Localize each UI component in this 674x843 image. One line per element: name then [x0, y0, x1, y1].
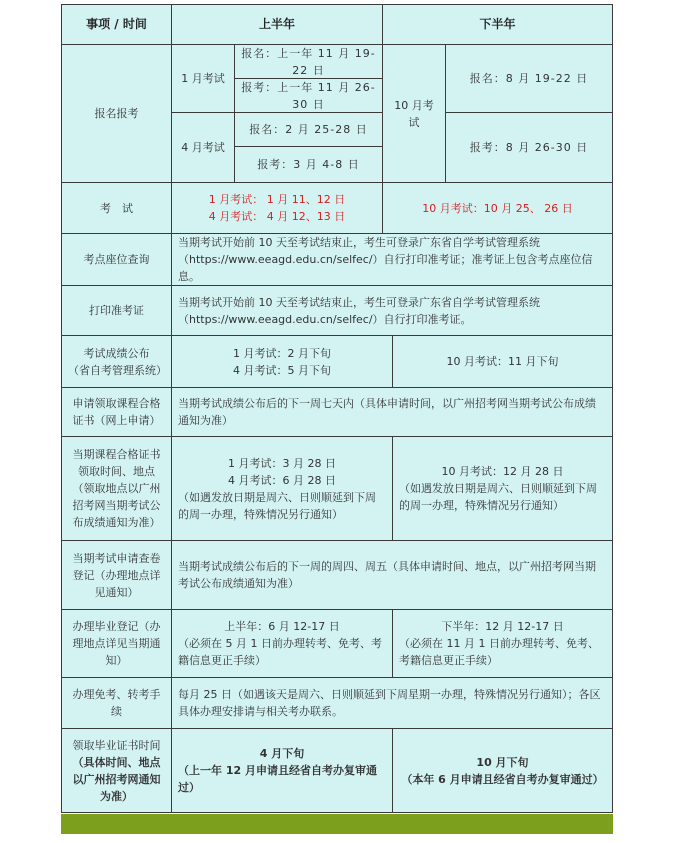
- exam-label: 考 试: [61, 182, 172, 234]
- exempt-transfer-text: 每月 25 日（如遇该天是周六、日则顺延到下周星期一办理，特殊情况另行通知）；各区具体办理安排请与相关考办联系。: [171, 677, 613, 729]
- oct-signup: 报名：8 月 19-22 日: [445, 44, 613, 113]
- grad-cert-second-half: 10 月下旬 （本年 6 月申请且经省自考办复审通过）: [392, 728, 613, 813]
- cert-collect-second-half: 10 月考试：12 月 28 日 （如遇发放日期是周六、日则顺延到下周的周一办理，特殊情况另行通知）: [392, 436, 613, 541]
- results-second-half: 10 月考试：11 月下旬: [392, 335, 613, 388]
- header-item-time: 事项 / 时间: [61, 4, 172, 45]
- exam-first-half: [171, 182, 383, 234]
- seat-query-text: 当期考试开始前 10 天至考试结束止，考生可登录广东省自学考试管理系统（https://www.eeagd.edu.cn/selfec/）自行打印准考证；准考证上包含考点座位信息。: [171, 233, 613, 286]
- oct-apply: 报考：8 月 26-30 日: [445, 112, 613, 183]
- grad-reg-second-half: 下半年：12 月 12-17 日 （必须在 11 月 1 日前办理转考、免考、考籍信息更正手续）: [392, 609, 613, 678]
- cert-apply-text: 当期考试成绩公布后的下一周七天内（具体申请时间，以广州招考网当期考试公布成绩通知为准）: [171, 387, 613, 437]
- exam-jan-dates: 1 月考试： 1 月 11、12 日: [208, 193, 346, 206]
- apr-apply: 报考：3 月 4-8 日: [234, 146, 383, 183]
- apr-signup: 报名：2 月 25-28 日: [234, 112, 383, 147]
- cert-collect-label: 当期课程合格证书领取时间、地点（领取地点以广州招考网当期考试公布成绩通知为准）: [61, 436, 172, 541]
- apr-exam-label: 4 月考试: [171, 112, 235, 183]
- cert-apply-label: 申请领取课程合格证书（网上申请）: [61, 387, 172, 437]
- footer-bar: [61, 814, 613, 834]
- results-first-half: 1 月考试：2 月下旬 4 月考试：5 月下旬: [171, 335, 393, 388]
- review-text: 当期考试成绩公布后的下一周的周四、周五（具体申请时间、地点，以广州招考网当期考试公布成绩通知为准）: [171, 540, 613, 610]
- results-label: 考试成绩公布 （省自考管理系统）: [61, 335, 172, 388]
- cert-collect-first-half: 1 月考试：3 月 28 日 4 月考试：6 月 28 日 （如遇发放日期是周六、日则顺延到下周的周一办理，特殊情况另行通知）: [171, 436, 393, 541]
- jan-signup: 报名：上一年 11 月 19-22 日: [234, 44, 383, 79]
- jan-apply: 报考：上一年 11 月 26-30 日: [234, 78, 383, 113]
- grad-cert-first-half: 4 月下旬 （上一年 12 月申请且经省自考办复审通过）: [171, 728, 393, 813]
- grad-reg-first-half: 上半年：6 月 12-17 日 （必须在 5 月 1 日前办理转考、免考、考籍信息更正手续）: [171, 609, 393, 678]
- grad-reg-label: 办理毕业登记（办理地点详见当期通知）: [61, 609, 172, 678]
- print-ticket-text: 当期考试开始前 10 天至考试结束止，考生可登录广东省自学考试管理系统（https://www.eeagd.edu.cn/selfec/）自行打印准考证。: [171, 285, 613, 336]
- oct-exam-label: 10 月考试: [382, 44, 446, 183]
- seat-query-label: 考点座位查询: [61, 233, 172, 286]
- exempt-transfer-label: 办理免考、转考手续: [61, 677, 172, 729]
- header-first-half: 上半年: [171, 4, 383, 45]
- exam-apr-dates: 4 月考试： 4 月 12、13 日: [208, 210, 346, 223]
- review-label: 当期考试申请查卷登记（办理地点详见通知）: [61, 540, 172, 610]
- header-second-half: 下半年: [382, 4, 613, 45]
- jan-exam-label: 1 月考试: [171, 44, 235, 113]
- registration-label: 报名报考: [61, 44, 172, 183]
- exam-second-half: 10 月考试：10 月 25、 26 日: [382, 182, 613, 234]
- grad-cert-label: 领取毕业证书时间 （具体时间、地点以广州招考网通知为准）: [61, 728, 172, 813]
- print-ticket-label: 打印准考证: [61, 285, 172, 336]
